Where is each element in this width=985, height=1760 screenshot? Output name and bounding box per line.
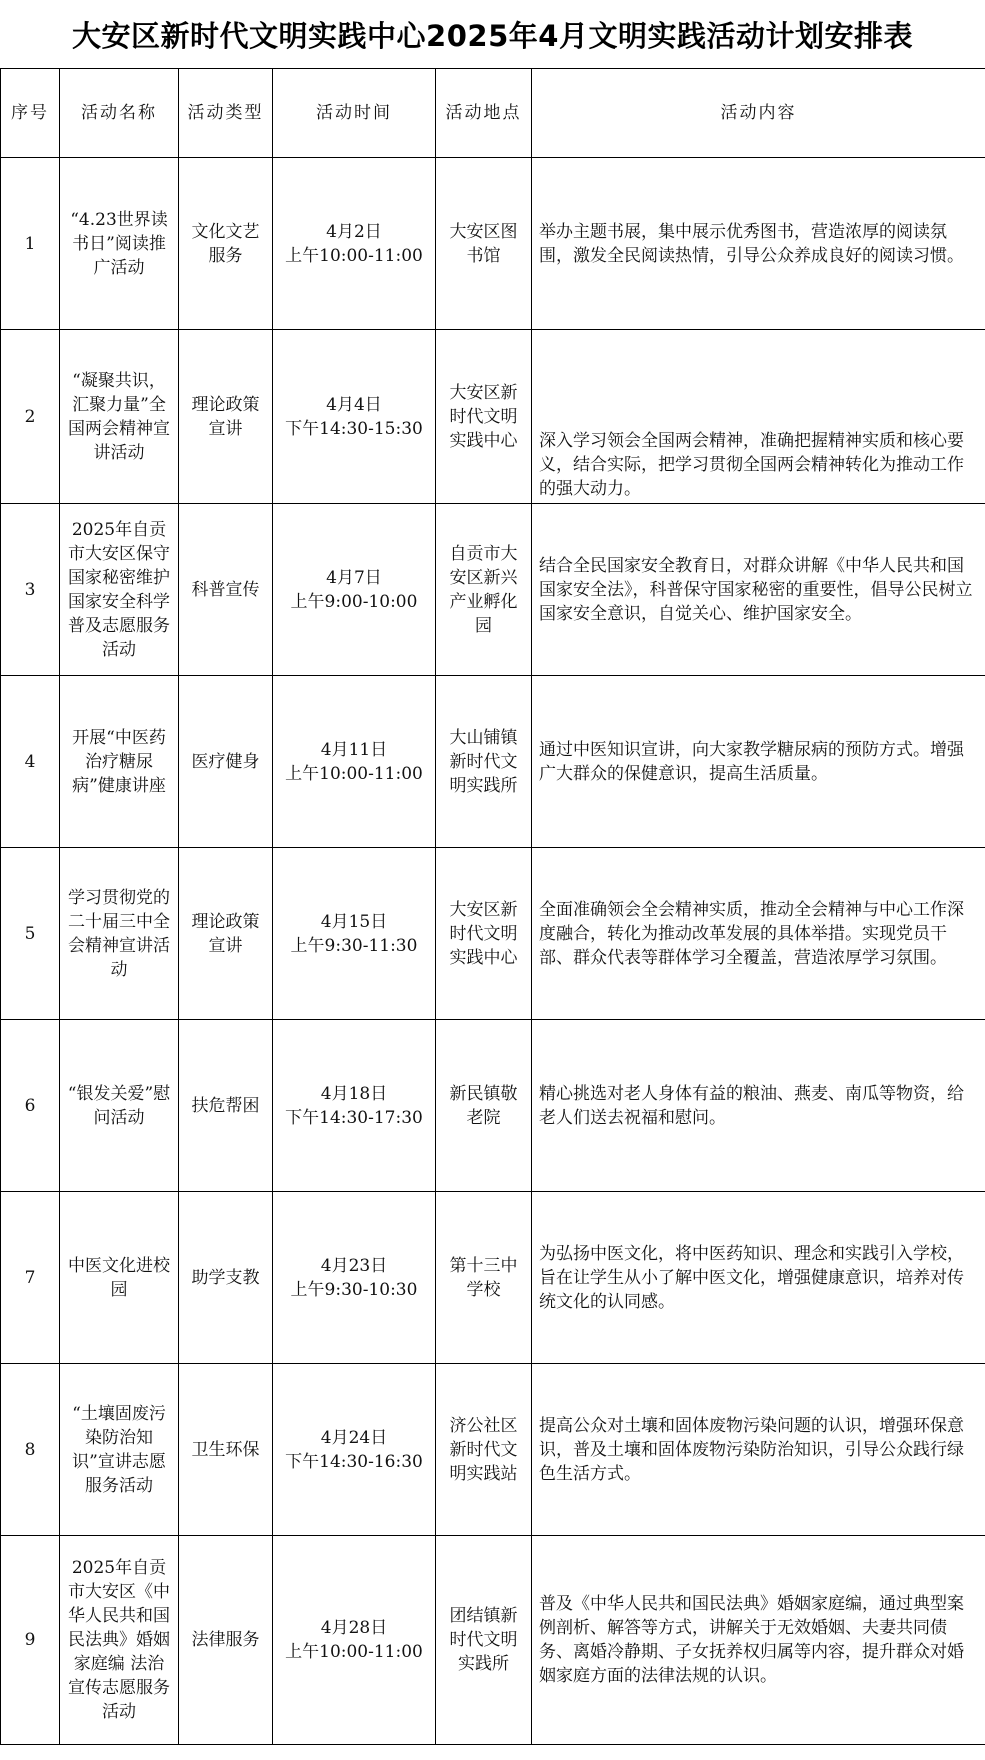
cell-content: 结合全民国家安全教育日，对群众讲解《中华人民共和国国家安全法》，科普保守国家秘密的重要性，倡导公民树立国家安全意识，自觉关心、维护国家安全。 bbox=[532, 504, 985, 676]
cell-type: 法律服务 bbox=[179, 1536, 273, 1745]
cell-type: 理论政策宣讲 bbox=[179, 848, 273, 1020]
cell-no: 4 bbox=[1, 676, 60, 848]
cell-place: 第十三中学校 bbox=[436, 1192, 532, 1364]
cell-place: 大安区新时代文明实践中心 bbox=[436, 330, 532, 504]
cell-time bbox=[273, 676, 436, 848]
cell-hours: 上午10:00-11:00 bbox=[285, 763, 423, 784]
cell-time bbox=[273, 1020, 436, 1192]
cell-no: 5 bbox=[1, 848, 60, 1020]
cell-name: “4.23世界读书日”阅读推广活动 bbox=[60, 158, 179, 330]
table-header-row bbox=[1, 69, 985, 158]
header-type: 活动类型 bbox=[179, 69, 273, 158]
cell-type: 助学支教 bbox=[179, 1192, 273, 1364]
cell-content: 普及《中华人民共和国民法典》婚姻家庭编，通过典型案例剖析、解答等方式，讲解关于无效婚姻、夫妻共同债务、离婚冷静期、子女抚养权归属等内容，提升群众对婚姻家庭方面的法律法规的认识。 bbox=[532, 1536, 985, 1745]
cell-place: 自贡市大安区新兴产业孵化园 bbox=[436, 504, 532, 676]
cell-date: 4月4日 bbox=[326, 394, 382, 415]
cell-content: 举办主题书展，集中展示优秀图书，营造浓厚的阅读氛围，激发全民阅读热情，引导公众养成良好的阅读习惯。 bbox=[532, 158, 985, 330]
cell-time bbox=[273, 1364, 436, 1536]
cell-time bbox=[273, 158, 436, 330]
header-content: 活动内容 bbox=[532, 69, 985, 158]
table-row bbox=[1, 504, 985, 676]
cell-type: 文化文艺服务 bbox=[179, 158, 273, 330]
table-row bbox=[1, 676, 985, 848]
cell-date: 4月2日 bbox=[326, 221, 382, 242]
cell-content: 通过中医知识宣讲，向大家教学糖尿病的预防方式。增强广大群众的保健意识，提高生活质量。 bbox=[532, 676, 985, 848]
cell-date: 4月7日 bbox=[326, 567, 382, 588]
cell-time bbox=[273, 848, 436, 1020]
header-no: 序号 bbox=[1, 69, 60, 158]
cell-place: 济公社区新时代文明实践站 bbox=[436, 1364, 532, 1536]
cell-name: 2025年自贡市大安区《中华人民共和国民法典》婚姻家庭编 法治宣传志愿服务活动 bbox=[60, 1536, 179, 1745]
page-title: 大安区新时代文明实践中心2025年4月文明实践活动计划安排表 bbox=[72, 19, 913, 53]
cell-hours: 上午9:00-10:00 bbox=[290, 591, 418, 612]
header-time: 活动时间 bbox=[273, 69, 436, 158]
cell-hours: 下午14:30-16:30 bbox=[285, 1451, 423, 1472]
cell-date: 4月18日 bbox=[320, 1083, 388, 1104]
cell-type: 理论政策宣讲 bbox=[179, 330, 273, 504]
cell-no: 3 bbox=[1, 504, 60, 676]
cell-name: “凝聚共识，汇聚力量”全国两会精神宣讲活动 bbox=[60, 330, 179, 504]
cell-hours: 上午10:00-11:00 bbox=[285, 1642, 423, 1662]
cell-time bbox=[273, 330, 436, 504]
cell-no: 9 bbox=[1, 1536, 60, 1745]
table-row bbox=[1, 848, 985, 1020]
cell-name: “土壤固废污染防治知识”宣讲志愿服务活动 bbox=[60, 1364, 179, 1536]
cell-name: 开展“中医药治疗糖尿病”健康讲座 bbox=[60, 676, 179, 848]
cell-hours: 上午9:30-11:30 bbox=[290, 935, 418, 956]
cell-place: 大安区新时代文明实践中心 bbox=[436, 848, 532, 1020]
cell-date: 4月23日 bbox=[320, 1255, 388, 1276]
cell-hours: 下午14:30-15:30 bbox=[285, 418, 423, 439]
cell-hours: 下午14:30-17:30 bbox=[285, 1107, 423, 1128]
cell-type: 医疗健身 bbox=[179, 676, 273, 848]
table-row bbox=[1, 1192, 985, 1364]
cell-date: 4月28日 bbox=[320, 1618, 388, 1638]
table-row bbox=[1, 1364, 985, 1536]
schedule-table bbox=[0, 68, 985, 1745]
cell-time bbox=[273, 1192, 436, 1364]
cell-no: 2 bbox=[1, 330, 60, 504]
cell-content: 提高公众对土壤和固体废物污染问题的认识，增强环保意识，普及土壤和固体废物污染防治知识，引导公众践行绿色生活方式。 bbox=[532, 1364, 985, 1536]
cell-time bbox=[273, 504, 436, 676]
cell-content: 为弘扬中医文化，将中医药知识、理念和实践引入学校，旨在让学生从小了解中医文化，增强健康意识，培养对传统文化的认同感。 bbox=[532, 1192, 985, 1364]
cell-name: 学习贯彻党的二十届三中全会精神宣讲活动 bbox=[60, 848, 179, 1020]
cell-content: 精心挑选对老人身体有益的粮油、燕麦、南瓜等物资，给老人们送去祝福和慰问。 bbox=[532, 1020, 985, 1192]
cell-name: 中医文化进校园 bbox=[60, 1192, 179, 1364]
cell-place: 大山铺镇新时代文明实践所 bbox=[436, 676, 532, 848]
cell-date: 4月11日 bbox=[320, 739, 388, 760]
cell-place: 大安区图书馆 bbox=[436, 158, 532, 330]
cell-time bbox=[273, 1536, 436, 1745]
cell-content: 深入学习领会全国两会精神，准确把握精神实质和核心要义，结合实际，把学习贯彻全国两会精神转化为推动工作的强大动力。 bbox=[532, 330, 985, 504]
cell-hours: 上午10:00-11:00 bbox=[285, 245, 423, 266]
cell-hours: 上午9:30-10:30 bbox=[290, 1279, 418, 1300]
cell-date: 4月15日 bbox=[320, 911, 388, 932]
cell-date: 4月24日 bbox=[320, 1427, 388, 1448]
cell-type: 扶危帮困 bbox=[179, 1020, 273, 1192]
cell-type: 卫生环保 bbox=[179, 1364, 273, 1536]
cell-no: 8 bbox=[1, 1364, 60, 1536]
cell-place: 新民镇敬老院 bbox=[436, 1020, 532, 1192]
header-place: 活动地点 bbox=[436, 69, 532, 158]
cell-type: 科普宣传 bbox=[179, 504, 273, 676]
cell-name: 2025年自贡市大安区保守国家秘密维护国家安全科学普及志愿服务活动 bbox=[60, 504, 179, 676]
cell-no: 7 bbox=[1, 1192, 60, 1364]
cell-name: “银发关爱”慰问活动 bbox=[60, 1020, 179, 1192]
cell-no: 6 bbox=[1, 1020, 60, 1192]
cell-content: 全面准确领会全会精神实质，推动全会精神与中心工作深度融合，转化为推动改革发展的具体举措。实现党员干部、群众代表等群体学习全覆盖，营造浓厚学习氛围。 bbox=[532, 848, 985, 1020]
header-name: 活动名称 bbox=[60, 69, 179, 158]
cell-no: 1 bbox=[1, 158, 60, 330]
table-row bbox=[1, 1536, 985, 1745]
table-row bbox=[1, 158, 985, 330]
table-row bbox=[1, 1020, 985, 1192]
cell-place: 团结镇新时代文明实践所 bbox=[436, 1536, 532, 1745]
table-row bbox=[1, 330, 985, 504]
